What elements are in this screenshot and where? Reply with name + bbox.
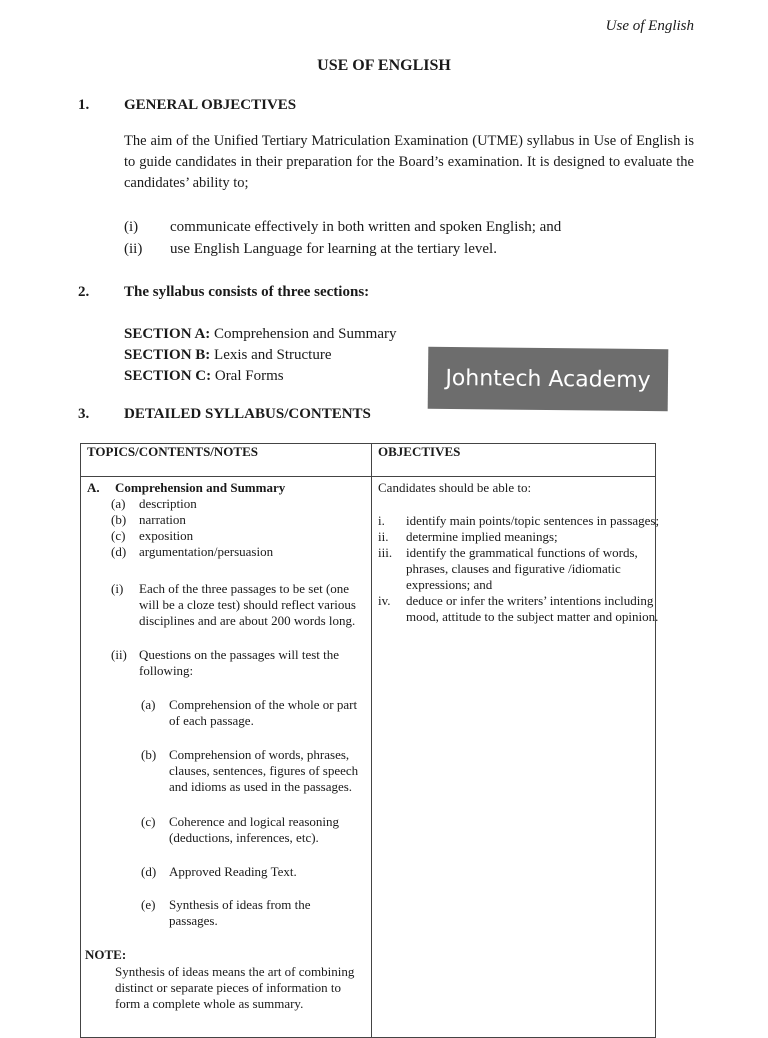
note-line: form a complete whole as summary. [115, 996, 304, 1011]
note-i-line: will be a cloze test) should reflect various [139, 597, 356, 612]
objective-text: use English Language for learning at the tertiary level. [170, 241, 497, 257]
table-header-row [81, 444, 656, 477]
sub-item-line: (deductions, inferences, etc). [169, 830, 319, 845]
sub-item-line: Approved Reading Text. [169, 864, 297, 879]
objective-item-number: iii. [378, 545, 393, 560]
general-objective-item [124, 219, 684, 236]
sub-item-number: (d) [141, 864, 157, 879]
section-name: Comprehension and Summary [214, 326, 397, 342]
type-number: (d) [111, 544, 127, 559]
topic-letter: A. [87, 480, 100, 495]
section-label: SECTION B: [124, 347, 211, 363]
objective-item-line: determine implied meanings; [406, 529, 558, 544]
sub-item-line: Synthesis of ideas from the [169, 897, 311, 912]
document-title: USE OF ENGLISH [317, 57, 451, 74]
objective-item-line: deduce or infer the writers’ intentions including [406, 593, 654, 608]
objective-item-line: expressions; and [406, 577, 493, 592]
type-text: narration [139, 512, 186, 527]
sub-item-line: Comprehension of words, phrases, [169, 747, 350, 762]
section-2-heading: The syllabus consists of three sections: [124, 284, 370, 300]
sub-item-number: (b) [141, 747, 157, 762]
objective-item-number: i. [378, 513, 385, 528]
sub-item-number: (e) [141, 897, 156, 912]
section-3-heading: DETAILED SYLLABUS/CONTENTS [124, 406, 371, 422]
sub-item-line: Coherence and logical reasoning [169, 814, 340, 829]
running-head: Use of English [605, 18, 694, 34]
objective-item-line: identify main points/topic sentences in passages; [406, 513, 660, 528]
note-ii-line: following: [139, 663, 194, 678]
objective-number: (ii) [124, 241, 143, 257]
objectives-cell [372, 477, 660, 1038]
type-number: (c) [111, 528, 126, 543]
type-number: (a) [111, 496, 126, 511]
sub-item-line: clauses, sentences, figures of speech [169, 763, 359, 778]
general-objective-item [124, 241, 684, 258]
section-line [124, 366, 397, 387]
section-name: Oral Forms [214, 368, 284, 384]
section-label: SECTION A: [124, 326, 211, 342]
note-line: distinct or separate pieces of information to [115, 980, 341, 995]
section-3-number: 3. [78, 406, 90, 422]
note-line: Synthesis of ideas means the art of combining [115, 964, 355, 979]
section-name: Lexis and Structure [214, 347, 332, 363]
objective-item-line: mood, attitude to the subject matter and opinion. [406, 609, 659, 624]
topic-title: Comprehension and Summary [115, 480, 286, 495]
note-ii-number: (ii) [111, 647, 127, 662]
general-objectives-intro: The aim of the Unified Tertiary Matriculation Examination (UTME) syllabus in Use of English is to guide candidates in their preparation for the Board’s examination. It is designed to evaluate the candidates’ ability to; [124, 133, 694, 191]
type-text: description [139, 496, 197, 511]
sub-item-number: (a) [141, 697, 156, 712]
section-line [124, 324, 397, 345]
type-number: (b) [111, 512, 127, 527]
sub-item-line: Comprehension of the whole or part [169, 697, 358, 712]
sub-item-line: and idioms as used in the passages. [169, 779, 353, 794]
note-ii-line: Questions on the passages will test the [139, 647, 340, 662]
table-row [81, 477, 656, 1038]
note-i-number: (i) [111, 581, 124, 596]
header-topics: TOPICS/CONTENTS/NOTES [81, 444, 372, 477]
header-objectives: OBJECTIVES [372, 444, 656, 477]
section-line [124, 345, 397, 366]
sub-item-line: passages. [169, 913, 218, 928]
type-text: exposition [139, 528, 194, 543]
sub-item-number: (c) [141, 814, 156, 829]
objective-item-number: iv. [378, 593, 391, 608]
section-label: SECTION C: [124, 368, 212, 384]
note-i-line: Each of the three passages to be set (one [139, 581, 350, 596]
objective-number: (i) [124, 219, 139, 235]
objectives-intro: Candidates should be able to: [378, 480, 532, 495]
objective-item-line: phrases, clauses and figurative /idiomatic [406, 561, 621, 576]
note-label: NOTE: [85, 947, 127, 962]
sub-item-line: of each passage. [169, 713, 254, 728]
syllabus-table [80, 443, 660, 1038]
note-i-line: disciplines and are about 200 words long. [139, 613, 356, 628]
watermark-banner: Johntech Academy [428, 347, 669, 412]
sections-list [124, 324, 397, 387]
topics-cell [81, 477, 372, 1038]
objective-item-number: ii. [378, 529, 389, 544]
section-2-number: 2. [78, 284, 90, 300]
objective-text: communicate effectively in both written and spoken English; and [170, 219, 562, 235]
section-1-number: 1. [78, 97, 90, 113]
section-1-heading: GENERAL OBJECTIVES [124, 97, 297, 113]
type-text: argumentation/persuasion [139, 544, 274, 559]
objective-item-line: identify the grammatical functions of words, [406, 545, 638, 560]
